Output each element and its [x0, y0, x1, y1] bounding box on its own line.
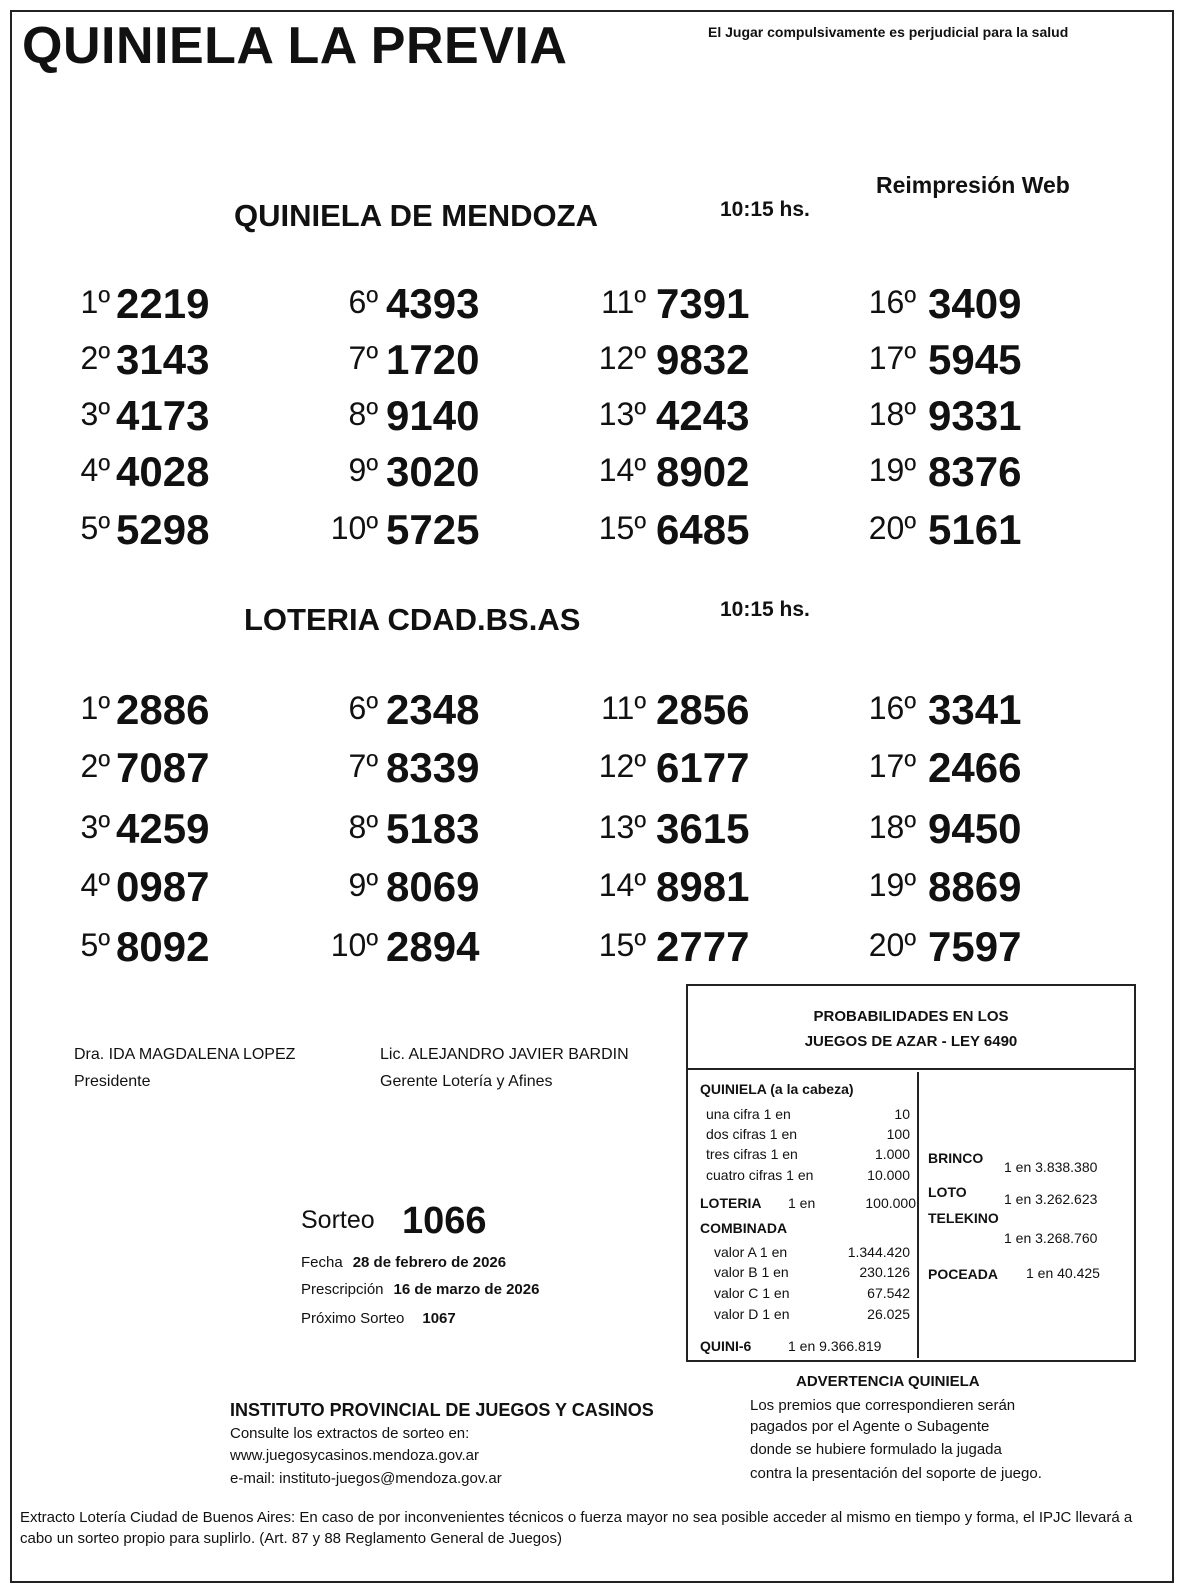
result-position: 2º	[80, 748, 110, 784]
result-number: 3409	[928, 280, 1022, 327]
result-number: 7087	[116, 744, 210, 791]
result-number: 5298	[116, 506, 210, 553]
result-number: 2856	[656, 686, 750, 733]
result-position: 13º	[598, 809, 646, 845]
result-number: 8376	[928, 448, 1022, 495]
result-number: 9832	[656, 336, 750, 383]
result-position: 4º	[80, 867, 110, 903]
prob-value: 230.126	[859, 1264, 910, 1280]
result-number: 4259	[116, 805, 210, 852]
prob-label: una cifra 1 en	[706, 1106, 791, 1122]
result-number: 3143	[116, 336, 210, 383]
probabilities-box	[686, 984, 1136, 1362]
result-number: 3341	[928, 686, 1022, 733]
result-position: 13º	[598, 396, 646, 432]
result-number: 1720	[386, 336, 480, 383]
probabilities-title-1: PROBABILIDADES EN LOS	[813, 1008, 1009, 1025]
result-number: 2348	[386, 686, 480, 733]
result-number: 2466	[928, 744, 1022, 791]
result-position: 12º	[598, 748, 646, 784]
prob-value: 100	[886, 1126, 910, 1142]
quiniela-prob-title: QUINIELA (a la cabeza)	[700, 1081, 854, 1097]
poceada-prob-label: POCEADA	[928, 1266, 999, 1282]
advertencia-line: donde se hubiere formulado la jugada	[750, 1441, 1002, 1458]
result-position: 8º	[348, 396, 378, 432]
result-number: 0987	[116, 863, 210, 910]
result-position: 3º	[80, 809, 110, 845]
page-title: QUINIELA LA PREVIA	[22, 17, 568, 75]
loto-prob-value: 1 en 3.262.623	[1004, 1191, 1098, 1207]
result-position: 16º	[868, 690, 916, 726]
result-position: 9º	[348, 452, 378, 488]
result-number: 8069	[386, 863, 480, 910]
reprint-label: Reimpresión Web	[876, 172, 1070, 198]
result-position: 6º	[348, 690, 378, 726]
result-number: 2894	[386, 923, 480, 970]
prob-value: 10	[894, 1106, 910, 1122]
draw-expiry-label: Prescripción	[301, 1281, 384, 1298]
draw-next	[301, 1310, 456, 1327]
result-position: 14º	[598, 452, 646, 488]
probabilities-title-2: JUEGOS DE AZAR - LEY 6490	[804, 1033, 1018, 1050]
result-number: 8981	[656, 863, 750, 910]
result-position: 6º	[348, 284, 378, 320]
institute-website: www.juegosycasinos.mendoza.gov.ar	[230, 1447, 480, 1464]
result-number: 5945	[928, 336, 1022, 383]
prob-label: valor C 1 en	[714, 1285, 790, 1301]
result-position: 1º	[80, 690, 110, 726]
result-position: 11º	[601, 284, 646, 320]
result-position: 17º	[868, 748, 916, 784]
result-position: 18º	[868, 396, 916, 432]
draw-next-value: 1067	[422, 1310, 456, 1327]
loto-prob-label: LOTO	[928, 1184, 967, 1200]
loteria-prob-label: LOTERIA	[700, 1195, 762, 1211]
section-time-loteria: 10:15 hs.	[720, 598, 810, 621]
draw-date	[301, 1254, 506, 1271]
result-number: 3615	[656, 805, 750, 852]
result-number: 9140	[386, 392, 480, 439]
institute-line: Consulte los extractos de sorteo en:	[230, 1425, 470, 1442]
result-position: 14º	[598, 867, 646, 903]
telekino-prob-label: TELEKINO	[928, 1210, 999, 1226]
prob-value: 26.025	[867, 1306, 910, 1322]
poceada-prob-value: 1 en 40.425	[1026, 1265, 1100, 1281]
result-number: 6177	[656, 744, 750, 791]
combinada-prob-title: COMBINADA	[700, 1220, 788, 1236]
footer-note: Extracto Lotería Ciudad de Buenos Aires: En caso de por inconvenientes técnicos o fuerza mayor no sea posible acceder al mismo en tiempo y forma, el IPJC llevará a cabo un sorteo propio para suplirlo. (Art. 87 y 88 Reglamento General de Juegos)	[20, 1509, 1133, 1547]
quini6-prob-label: QUINI-6	[700, 1338, 752, 1354]
result-number: 4028	[116, 448, 210, 495]
result-number: 8339	[386, 744, 480, 791]
result-position: 11º	[601, 690, 646, 726]
draw-expiry	[301, 1281, 539, 1298]
result-position: 19º	[868, 452, 916, 488]
section-title-mendoza: QUINIELA DE MENDOZA	[234, 198, 598, 233]
brinco-prob-label: BRINCO	[928, 1150, 984, 1166]
signature-name: Lic. ALEJANDRO JAVIER BARDIN	[380, 1046, 629, 1063]
result-number: 9450	[928, 805, 1022, 852]
result-number: 3020	[386, 448, 480, 495]
section-title-loteria: LOTERIA CDAD.BS.AS	[244, 602, 581, 637]
signature-manager	[380, 1041, 629, 1095]
draw-label: Sorteo	[301, 1206, 375, 1234]
section-time-mendoza: 10:15 hs.	[720, 198, 810, 221]
result-position: 19º	[868, 867, 916, 903]
result-position: 3º	[80, 396, 110, 432]
draw-number: 1066	[402, 1200, 487, 1242]
draw-next-label: Próximo Sorteo	[301, 1310, 405, 1327]
prob-label: valor B 1 en	[714, 1264, 789, 1280]
advertencia-line: pagados por el Agente o Subagente	[750, 1418, 990, 1435]
result-number: 2886	[116, 686, 210, 733]
draw-expiry-value: 16 de marzo de 2026	[393, 1281, 540, 1298]
result-position: 8º	[348, 809, 378, 845]
result-position: 4º	[80, 452, 110, 488]
result-number: 2219	[116, 280, 210, 327]
result-number: 5183	[386, 805, 480, 852]
result-position: 12º	[598, 340, 646, 376]
draw-date-value: 28 de febrero de 2026	[352, 1254, 507, 1271]
loteria-prob-mid: 1 en	[788, 1195, 816, 1211]
prob-value: 1.000	[874, 1146, 910, 1162]
result-position: 10º	[330, 927, 378, 963]
quini6-prob-value: 1 en 9.366.819	[788, 1338, 882, 1354]
advertencia-line: Los premios que correspondieren serán	[750, 1397, 1016, 1414]
draw-date-label: Fecha	[301, 1254, 343, 1271]
signature-name: Dra. IDA MAGDALENA LOPEZ	[74, 1046, 296, 1063]
result-number: 8092	[116, 923, 210, 970]
institute-email: e-mail: instituto-juegos@mendoza.gov.ar	[230, 1470, 502, 1487]
advertencia-title: ADVERTENCIA QUINIELA	[796, 1373, 980, 1390]
signature-role: Presidente	[74, 1073, 151, 1090]
prob-label: valor D 1 en	[714, 1306, 790, 1322]
health-warning: El Jugar compulsivamente es perjudicial para la salud	[708, 24, 1069, 40]
result-number: 8902	[656, 448, 750, 495]
result-position: 5º	[80, 927, 110, 963]
result-position: 18º	[868, 809, 916, 845]
result-number: 7391	[656, 280, 750, 327]
signature-president	[74, 1041, 295, 1095]
prob-label: cuatro cifras 1 en	[706, 1167, 814, 1183]
result-position: 2º	[80, 340, 110, 376]
result-position: 16º	[868, 284, 916, 320]
telekino-prob-value: 1 en 3.268.760	[1004, 1230, 1098, 1246]
result-position: 20º	[868, 927, 916, 963]
result-position: 15º	[598, 510, 646, 546]
advertencia-line: contra la presentación del soporte de juego.	[750, 1465, 1042, 1482]
result-position: 7º	[348, 748, 378, 784]
brinco-prob-value: 1 en 3.838.380	[1004, 1159, 1098, 1175]
result-number: 4243	[656, 392, 750, 439]
prob-label: tres cifras 1 en	[706, 1146, 798, 1162]
prob-value: 67.542	[867, 1285, 910, 1301]
signature-role: Gerente Lotería y Afines	[380, 1073, 553, 1090]
result-number: 5725	[386, 506, 480, 553]
result-number: 6485	[656, 506, 750, 553]
result-position: 20º	[868, 510, 916, 546]
prob-label: dos cifras 1 en	[706, 1126, 798, 1142]
loteria-prob-value: 100.000	[865, 1195, 916, 1211]
result-number: 4393	[386, 280, 480, 327]
result-position: 9º	[348, 867, 378, 903]
institute-title: INSTITUTO PROVINCIAL DE JUEGOS Y CASINOS	[230, 1400, 654, 1420]
result-number: 8869	[928, 863, 1022, 910]
result-position: 17º	[868, 340, 916, 376]
result-position: 10º	[330, 510, 378, 546]
prob-label: valor A 1 en	[714, 1244, 788, 1260]
prob-value: 10.000	[867, 1167, 910, 1183]
prob-value: 1.344.420	[847, 1244, 910, 1260]
result-number: 4173	[116, 392, 210, 439]
result-number: 9331	[928, 392, 1022, 439]
result-position: 7º	[348, 340, 378, 376]
result-position: 5º	[80, 510, 110, 546]
result-position: 15º	[598, 927, 646, 963]
result-position: 1º	[80, 284, 110, 320]
result-number: 2777	[656, 923, 750, 970]
result-number: 7597	[928, 923, 1022, 970]
result-number: 5161	[928, 506, 1022, 553]
